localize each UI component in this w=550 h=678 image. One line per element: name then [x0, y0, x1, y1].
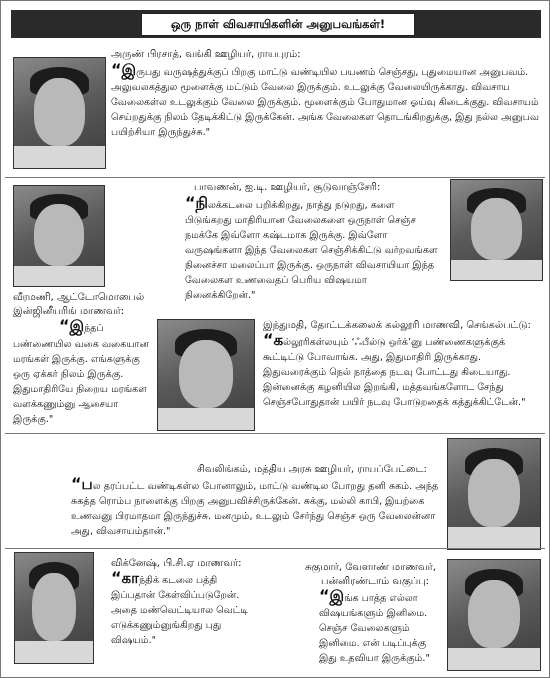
- portrait-photo-sivalingam: [447, 438, 541, 550]
- quote-veeramani: பண்ணையில வகை வகையான மரங்கள் இருக்கு. எங்களுக்கு ஒரு ஏக்கர் நிலம் இருக்கு. இதுமாதிரியே நிறைய மரங்கள வளக்கணும்னு ஆசையா இருக்கு.": [13, 339, 149, 425]
- byline-vignesh: விக்னேஷ், பி.சி.ஏ மாணவர்:: [111, 558, 242, 569]
- dropcap: ப: [81, 475, 93, 493]
- title-banner: [11, 10, 541, 38]
- portrait-photo-sugumar: [447, 559, 541, 671]
- dropcap: இ: [69, 317, 85, 335]
- quote-indhumathi: “கல்லூரிகள்லயும் ‘ஃபீல்டு ஒர்க்’னு பண்ணைகளுக்குக் கூட்டிட்டு போவாங்க. அது, இதுமாதிரி இருக்காது. இதுவரைக்கும் நெல் நாத்தை நடவு போட்டது கிடையாது. இன்னைக்கு கழனியில இறங்கி, மத்தவங்களோட சேந்து செஞ்சபோதுதான் பயிர் நடவு போடுறதைக் கத்துக்கிட்டேன்.": [263, 330, 526, 408]
- quote-text: ல்லூரிகள்லயும் ‘ஃபீல்டு ஒர்க்’னு பண்ணைகளுக்குக் கூட்டிட்டு போவாங்க. அது, இதுமாதிரி இருக்காது. இதுவரைக்கும் நெல் நாத்தை நடவு போட்டது கிடையாது. இன்னைக்கு கழனியில இறங்கி, மத்தவங்களோட சேந்து செஞ்சபோதுதான் பயிர் நடவு போடுறதைக் கத்துக்கிட்டேன்.": [263, 337, 526, 408]
- portrait-photo-veeramani: [13, 185, 105, 287]
- quote-text: ருபது வருஷத்துக்குப் பிறகு மாட்டு வண்டியில பயணம் செஞ்சது, புதுமையான அனுபவம். அலுவலகத்துல மூளைக்கு மட்டும் வேலை இருக்கும். உடலுக்கு வேலையிருக்காது. விவசாய வேலைகள்ல உடலுக்கும் வேலை இருக்கும். மூளைக்கும் போதுமான ஓய்வு கிடைக்குது. விவசாயம் செய்றதுக்கு நிலம் தேடிக்கிட்டு இருக்கேன். அங்க வேலைகள தொடங்கிறதுக்கு, இது நல்ல அனுபவ பயிற்சியா இருந்துச்சு.": [111, 67, 540, 138]
- byline-veeramani-line2: இன்ஜினீயரிங் மாணவர்:: [13, 306, 125, 317]
- byline-sugumar-line1: சுகுமார், வேளாண் மாணவர்,: [305, 562, 436, 573]
- quote-text: ந்திக் கடலை பத்தி இப்பதான் கேள்விப்படுறேன். அதை மண்வெட்டியால வெட்டி எடுக்கணும்னுங்கிறது புது விஷயம்.": [111, 575, 249, 646]
- portrait-photo-indhumathi: [157, 319, 255, 431]
- quote-veeramani-first-line: “இந்தப்: [59, 316, 104, 335]
- quote-text: ங்க பாத்த எல்லா விஷயங்களும் இனிமை. செஞ்ச வேலைகளும் இனிமை. என் படிப்புக்கு இது உதவியா இருக்கும்.": [319, 593, 430, 664]
- dropcap: இ: [329, 587, 345, 605]
- dropcap: கா: [121, 569, 139, 587]
- quote-sugumar: “இங்க பாத்த எல்லா விஷயங்களும் இனிமை. செஞ்ச வேலைகளும் இனிமை. என் படிப்புக்கு இது உதவியா இருக்கும்.": [319, 586, 430, 664]
- byline-sugumar-line2: பன்னிரண்டாம் வகுப்பு:: [321, 576, 430, 587]
- divider: [5, 177, 545, 178]
- quote-vignesh: “காந்திக் கடலை பத்தி இப்பதான் கேள்விப்படுறேன். அதை மண்வெட்டியால வெட்டி எடுக்கணும்னுங்கிறது புது விஷயம்.": [111, 568, 249, 646]
- dropcap: இ: [121, 61, 137, 79]
- quote-sivalingam: “பல தரப்பட்ட வண்டிகள்ல போனாலும், மாட்டு வண்டில போறது தனி சுகம். அந்த சுகத்த ரொம்ப நாளைக்கு பிறகு அனுபவிச்சிருக்கேன். சுக்கு, மல்லி காபி, இயற்கை உணவனு பிரமாதமா இருந்துச்சு. மனமும், உடலும் சேர்ந்து செஞ்ச ஒரு வேலைன்னா அது, விவசாயம்தான்.": [71, 474, 439, 537]
- portrait-photo-vignesh: [14, 552, 94, 664]
- quote-text: லக்கடலை பறிக்கிறது, நாத்து நடுறது, களை பிடுங்கறது மாதிரியான வேலைகளை ஒருநாள் செஞ்ச நமக்கே இவ்ளோ கஷ்டமாக இருக்கு. இவ்ளோ வருஷங்களா இந்த வேலைகள செஞ்சிக்கிட்டு வர்றவங்கள நினைச்சா மலைப்பா இருக்கு. ஒருநாள் விவசாயியா இந்த வேலைகள உணவைதப் பெரிய விஷயமா நினைக்கிறேன்.": [185, 200, 438, 301]
- quote-text: ல தரப்பட்ட வண்டிகள்ல போனாலும், மாட்டு வண்டில போறது தனி சுகம். அந்த சுகத்த ரொம்ப நாளைக்கு பிறகு அனுபவிச்சிருக்கேன். சுக்கு, மல்லி காபி, இயற்கை உணவனு பிரமாதமா இருந்துச்சு. மனமும், உடலும் சேர்ந்து செஞ்ச ஒரு வேலைன்னா அது, விவசாயம்தான்.": [71, 481, 439, 537]
- dropcap: நி: [195, 194, 208, 212]
- divider: [5, 433, 545, 434]
- dropcap: க: [273, 331, 284, 349]
- divider: [5, 548, 545, 549]
- byline-arun: அருண் பிரசாத், வங்கி ஊழியர், ராயபுரம்:: [111, 49, 301, 60]
- portrait-photo-arun: [13, 57, 106, 169]
- quote-bavanan: “நிலக்கடலை பறிக்கிறது, நாத்து நடுறது, களை பிடுங்கறது மாதிரியான வேலைகளை ஒருநாள் செஞ்ச நமக்கே இவ்ளோ கஷ்டமாக இருக்கு. இவ்ளோ வருஷங்களா இந்த வேலைகள செஞ்சிக்கிட்டு வர்றவங்கள நினைச்சா மலைப்பா இருக்கு. ஒருநாள் விவசாயியா இந்த வேலைகள உணவைதப் பெரிய விஷயமா நினைக்கிறேன்.": [185, 193, 438, 301]
- page-title: ஒரு நாள் விவசாயிகளின் அனுபவங்கள்!: [141, 13, 415, 36]
- byline-sivalingam: சிவலிங்கம், மத்திய அரசு ஊழியர், ராயப்பேட்டை:: [197, 464, 427, 475]
- quote-arun: “இருபது வருஷத்துக்குப் பிறகு மாட்டு வண்டியில பயணம் செஞ்சது, புதுமையான அனுபவம். அலுவலகத்துல மூளைக்கு மட்டும் வேலை இருக்கும். உடலுக்கு வேலையிருக்காது. விவசாய வேலைகள்ல உடலுக்கும் வேலை இருக்கும். மூளைக்கும் போதுமான ஓய்வு கிடைக்குது. விவசாயம் செய்றதுக்கு நிலம் தேடிக்கிட்டு இருக்கேன். அங்க வேலைகள தொடங்கிறதுக்கு, இது நல்ல அனுபவ பயிற்சியா இருந்துச்சு.": [111, 60, 540, 138]
- byline-indhumathi: இந்துமதி, தோட்டக்கலைக் கல்லூரி மாணவி, செங்கல்பட்டு:: [263, 320, 531, 331]
- portrait-photo-bavanan: [450, 179, 543, 281]
- byline-bavanan: பாவணன், ஐ.டி. ஊழியர், சூடுவாஞ்சேரி:: [194, 182, 381, 193]
- byline-veeramani-line1: வீரமணி, ஆட்டோமொபைல்: [13, 292, 145, 303]
- quote-text: ந்தப்: [84, 323, 104, 334]
